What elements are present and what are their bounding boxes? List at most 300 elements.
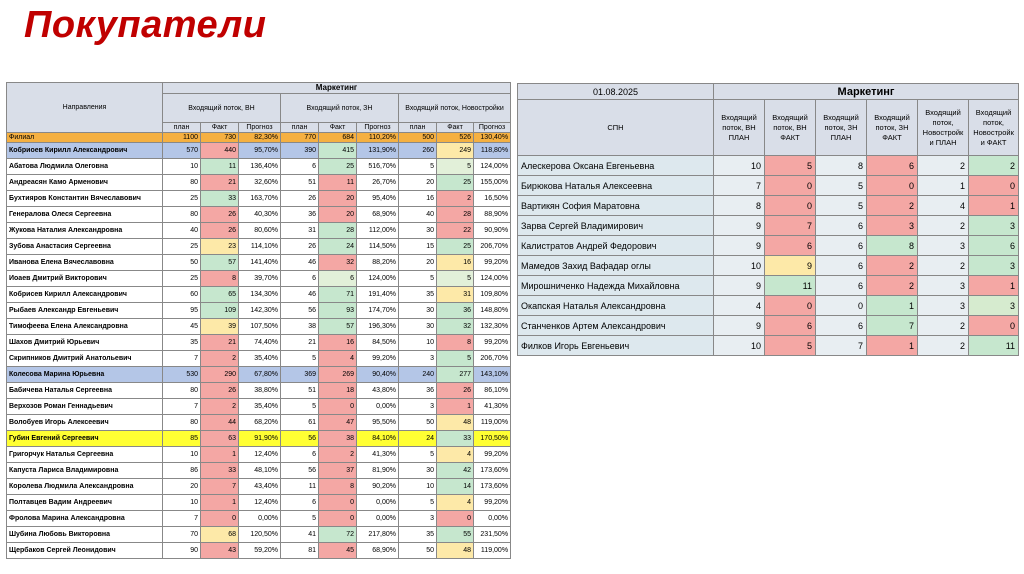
spn-header: СПН <box>518 100 714 156</box>
spn-col-header: Входящий поток, Новостройк и ФАКТ <box>969 100 1019 156</box>
value-cell: 39 <box>201 319 239 335</box>
value-cell: 11 <box>969 336 1019 356</box>
value-cell: 99,20% <box>474 447 511 463</box>
value-cell: 5 <box>437 351 474 367</box>
value-cell: 30 <box>399 463 437 479</box>
table-row <box>7 383 511 399</box>
value-cell: 120,50% <box>239 527 281 543</box>
table-row <box>7 271 511 287</box>
table-row <box>7 335 511 351</box>
value-cell: 5 <box>437 271 474 287</box>
group-header-vn: Входящий поток, ВН <box>163 94 281 123</box>
value-cell: 240 <box>399 367 437 383</box>
value-cell: 1 <box>969 196 1019 216</box>
value-cell: 36 <box>437 303 474 319</box>
value-cell: 10 <box>163 495 201 511</box>
value-cell: 36 <box>399 383 437 399</box>
value-cell: 35 <box>399 527 437 543</box>
value-cell: 40 <box>399 207 437 223</box>
value-cell: 6 <box>319 271 357 287</box>
value-cell: 7 <box>163 511 201 527</box>
value-cell: 25 <box>437 175 474 191</box>
value-cell: 4 <box>319 351 357 367</box>
marketing-header: Маркетинг <box>163 83 511 94</box>
row-name-cell: Бирюкова Наталья Алексеевна <box>518 176 714 196</box>
value-cell: 86 <box>163 463 201 479</box>
value-cell: 10 <box>163 447 201 463</box>
row-name-cell: Рыбаев Александр Евгеньевич <box>7 303 163 319</box>
value-cell: 80 <box>163 383 201 399</box>
value-cell: 7 <box>163 351 201 367</box>
value-cell: 143,10% <box>474 367 511 383</box>
value-cell: 48 <box>437 415 474 431</box>
value-cell: 99,20% <box>357 351 399 367</box>
value-cell: 6 <box>816 256 867 276</box>
value-cell: 2 <box>201 351 239 367</box>
value-cell: 5 <box>399 447 437 463</box>
table-row <box>7 133 511 143</box>
table-row <box>7 431 511 447</box>
value-cell: 5 <box>816 196 867 216</box>
value-cell: 4 <box>918 196 969 216</box>
value-cell: 74,40% <box>239 335 281 351</box>
row-name-cell: Бабичева Наталья Сергеевна <box>7 383 163 399</box>
value-cell: 136,40% <box>239 159 281 175</box>
value-cell: 131,90% <box>357 143 399 159</box>
date-header: 01.08.2025 <box>518 84 714 100</box>
value-cell: 0,00% <box>357 399 399 415</box>
value-cell: 30 <box>399 319 437 335</box>
value-cell: 72 <box>319 527 357 543</box>
value-cell: 1 <box>201 495 239 511</box>
row-name-cell: Фролова Марина Александровна <box>7 511 163 527</box>
value-cell: 35 <box>399 287 437 303</box>
value-cell: 6 <box>816 276 867 296</box>
value-cell: 26 <box>201 223 239 239</box>
value-cell: 21 <box>281 335 319 351</box>
table-row <box>7 463 511 479</box>
spn-col-header: Входящий поток, ЗН ПЛАН <box>816 100 867 156</box>
group-header-zn: Входящий поток, ЗН <box>281 94 399 123</box>
value-cell: 25 <box>319 159 357 175</box>
value-cell: 16 <box>437 255 474 271</box>
value-cell: 1 <box>867 336 918 356</box>
value-cell: 7 <box>201 479 239 495</box>
row-name-cell: Алескерова Оксана Евгеньевна <box>518 156 714 176</box>
value-cell: 6 <box>816 236 867 256</box>
value-cell: 91,90% <box>239 431 281 447</box>
value-cell: 5 <box>399 271 437 287</box>
value-cell: 32 <box>437 319 474 335</box>
value-cell: 173,60% <box>474 463 511 479</box>
value-cell: 50 <box>399 415 437 431</box>
value-cell: 526 <box>437 133 474 143</box>
value-cell: 35,40% <box>239 399 281 415</box>
value-cell: 20 <box>399 175 437 191</box>
value-cell: 3 <box>399 399 437 415</box>
value-cell: 174,70% <box>357 303 399 319</box>
value-cell: 3 <box>918 276 969 296</box>
value-cell: 0 <box>319 399 357 415</box>
value-cell: 500 <box>399 133 437 143</box>
value-cell: 82,30% <box>239 133 281 143</box>
value-cell: 6 <box>765 236 816 256</box>
value-cell: 9 <box>765 256 816 276</box>
value-cell: 231,50% <box>474 527 511 543</box>
row-name-cell: Зубова Анастасия Сергеевна <box>7 239 163 255</box>
value-cell: 8 <box>437 335 474 351</box>
value-cell: 85 <box>163 431 201 447</box>
value-cell: 1 <box>437 399 474 415</box>
value-cell: 41 <box>281 527 319 543</box>
value-cell: 3 <box>918 296 969 316</box>
value-cell: 25 <box>437 239 474 255</box>
value-cell: 8 <box>201 271 239 287</box>
value-cell: 80 <box>163 175 201 191</box>
value-cell: 269 <box>319 367 357 383</box>
value-cell: 2 <box>969 156 1019 176</box>
value-cell: 90 <box>163 543 201 559</box>
spn-col-header: Входящий поток, Новостройк и ПЛАН <box>918 100 969 156</box>
value-cell: 5 <box>765 156 816 176</box>
row-name-cell: Шахов Дмитрий Юрьевич <box>7 335 163 351</box>
value-cell: 21 <box>201 175 239 191</box>
value-cell: 6 <box>816 316 867 336</box>
value-cell: 28 <box>437 207 474 223</box>
value-cell: 25 <box>163 271 201 287</box>
value-cell: 43,40% <box>239 479 281 495</box>
value-cell: 6 <box>281 447 319 463</box>
value-cell: 5 <box>437 159 474 175</box>
value-cell: 1 <box>969 276 1019 296</box>
table-row <box>518 216 1019 236</box>
value-cell: 0 <box>437 511 474 527</box>
subcol-header: Факт <box>437 123 474 133</box>
value-cell: 41,30% <box>474 399 511 415</box>
value-cell: 2 <box>918 256 969 276</box>
subcol-header: план <box>399 123 437 133</box>
value-cell: 57 <box>319 319 357 335</box>
row-name-cell: Зарва Сергей Владимирович <box>518 216 714 236</box>
value-cell: 249 <box>437 143 474 159</box>
value-cell: 191,40% <box>357 287 399 303</box>
value-cell: 20 <box>319 207 357 223</box>
value-cell: 118,80% <box>474 143 511 159</box>
value-cell: 0 <box>765 196 816 216</box>
value-cell: 22 <box>437 223 474 239</box>
value-cell: 142,30% <box>239 303 281 319</box>
row-name-cell: Окапская Наталья Александровна <box>518 296 714 316</box>
value-cell: 10 <box>163 159 201 175</box>
value-cell: 9 <box>714 316 765 336</box>
value-cell: 0 <box>319 511 357 527</box>
buyers-plan-fact-table <box>6 82 511 559</box>
value-cell: 16 <box>399 191 437 207</box>
value-cell: 26 <box>281 191 319 207</box>
value-cell: 90,90% <box>474 223 511 239</box>
value-cell: 23 <box>201 239 239 255</box>
value-cell: 65 <box>201 287 239 303</box>
value-cell: 2 <box>918 336 969 356</box>
value-cell: 55 <box>437 527 474 543</box>
value-cell: 8 <box>319 479 357 495</box>
value-cell: 25 <box>163 191 201 207</box>
value-cell: 8 <box>816 156 867 176</box>
value-cell: 26 <box>437 383 474 399</box>
value-cell: 390 <box>281 143 319 159</box>
value-cell: 40,30% <box>239 207 281 223</box>
value-cell: 7 <box>714 176 765 196</box>
value-cell: 0 <box>765 296 816 316</box>
value-cell: 48,10% <box>239 463 281 479</box>
value-cell: 67,80% <box>239 367 281 383</box>
value-cell: 33 <box>201 191 239 207</box>
row-name-cell: Филков Игорь Евгеньевич <box>518 336 714 356</box>
value-cell: 206,70% <box>474 351 511 367</box>
value-cell: 12,40% <box>239 495 281 511</box>
value-cell: 39,70% <box>239 271 281 287</box>
table-row <box>518 236 1019 256</box>
table-row <box>518 156 1019 176</box>
spn-col-header: Входящий поток, ЗН ФАКТ <box>867 100 918 156</box>
value-cell: 530 <box>163 367 201 383</box>
value-cell: 57 <box>201 255 239 271</box>
value-cell: 26 <box>201 383 239 399</box>
value-cell: 86,10% <box>474 383 511 399</box>
table-row <box>7 223 511 239</box>
value-cell: 5 <box>281 399 319 415</box>
value-cell: 45 <box>319 543 357 559</box>
subcol-header: Прогноз <box>239 123 281 133</box>
value-cell: 4 <box>714 296 765 316</box>
value-cell: 3 <box>918 236 969 256</box>
value-cell: 277 <box>437 367 474 383</box>
value-cell: 1 <box>201 447 239 463</box>
table-row <box>7 143 511 159</box>
value-cell: 14 <box>437 479 474 495</box>
value-cell: 84,10% <box>357 431 399 447</box>
value-cell: 0,00% <box>239 511 281 527</box>
value-cell: 16 <box>319 335 357 351</box>
value-cell: 95,70% <box>239 143 281 159</box>
value-cell: 114,10% <box>239 239 281 255</box>
value-cell: 6 <box>969 236 1019 256</box>
value-cell: 81,90% <box>357 463 399 479</box>
value-cell: 109,80% <box>474 287 511 303</box>
value-cell: 110,20% <box>357 133 399 143</box>
value-cell: 99,20% <box>474 335 511 351</box>
value-cell: 7 <box>765 216 816 236</box>
table-row <box>7 159 511 175</box>
value-cell: 11 <box>765 276 816 296</box>
value-cell: 84,50% <box>357 335 399 351</box>
value-cell: 0 <box>816 296 867 316</box>
value-cell: 95,50% <box>357 415 399 431</box>
value-cell: 2 <box>918 316 969 336</box>
value-cell: 30 <box>399 303 437 319</box>
row-name-cell: Филиал <box>7 133 163 143</box>
spn-plan-fact-table <box>517 83 1019 356</box>
value-cell: 2 <box>437 191 474 207</box>
value-cell: 11 <box>201 159 239 175</box>
row-name-cell: Григорчук Наталья Сергеевна <box>7 447 163 463</box>
value-cell: 2 <box>867 196 918 216</box>
value-cell: 9 <box>714 216 765 236</box>
row-name-cell: Станченков Артем Александрович <box>518 316 714 336</box>
spn-col-header: Входящий поток, ВН ПЛАН <box>714 100 765 156</box>
value-cell: 684 <box>319 133 357 143</box>
value-cell: 2 <box>319 447 357 463</box>
value-cell: 5 <box>399 495 437 511</box>
value-cell: 88,20% <box>357 255 399 271</box>
table-row <box>7 399 511 415</box>
value-cell: 4 <box>437 495 474 511</box>
value-cell: 38 <box>281 319 319 335</box>
value-cell: 33 <box>437 431 474 447</box>
value-cell: 516,70% <box>357 159 399 175</box>
value-cell: 148,80% <box>474 303 511 319</box>
table-row <box>518 296 1019 316</box>
value-cell: 124,00% <box>474 159 511 175</box>
table-row <box>7 303 511 319</box>
value-cell: 31 <box>281 223 319 239</box>
table-row <box>7 287 511 303</box>
value-cell: 3 <box>399 351 437 367</box>
row-name-cell: Генералова Олеся Сергеевна <box>7 207 163 223</box>
value-cell: 21 <box>201 335 239 351</box>
value-cell: 6 <box>816 216 867 236</box>
value-cell: 48 <box>437 543 474 559</box>
value-cell: 59,20% <box>239 543 281 559</box>
value-cell: 20 <box>399 255 437 271</box>
table-row <box>7 415 511 431</box>
row-name-cell: Шубина Любовь Викторовна <box>7 527 163 543</box>
value-cell: 10 <box>399 479 437 495</box>
table-row <box>518 176 1019 196</box>
value-cell: 71 <box>319 287 357 303</box>
table-row <box>518 276 1019 296</box>
value-cell: 3 <box>399 511 437 527</box>
subcol-header: Факт <box>201 123 239 133</box>
value-cell: 51 <box>281 175 319 191</box>
row-name-cell: Верхозов Роман Геннадьевич <box>7 399 163 415</box>
value-cell: 415 <box>319 143 357 159</box>
value-cell: 155,00% <box>474 175 511 191</box>
table-row <box>7 255 511 271</box>
value-cell: 0 <box>319 495 357 511</box>
value-cell: 124,00% <box>474 271 511 287</box>
value-cell: 35 <box>163 335 201 351</box>
value-cell: 45 <box>163 319 201 335</box>
value-cell: 99,20% <box>474 255 511 271</box>
row-name-cell: Бухтияров Константин Вячеславович <box>7 191 163 207</box>
table-row <box>518 336 1019 356</box>
value-cell: 41,30% <box>357 447 399 463</box>
value-cell: 5 <box>765 336 816 356</box>
value-cell: 260 <box>399 143 437 159</box>
value-cell: 3 <box>867 216 918 236</box>
table-row <box>7 207 511 223</box>
table-row <box>7 511 511 527</box>
value-cell: 10 <box>714 336 765 356</box>
value-cell: 1100 <box>163 133 201 143</box>
value-cell: 61 <box>281 415 319 431</box>
value-cell: 26 <box>201 207 239 223</box>
value-cell: 68,90% <box>357 207 399 223</box>
value-cell: 124,00% <box>357 271 399 287</box>
row-name-cell: Андреасян Камо Арменович <box>7 175 163 191</box>
value-cell: 173,60% <box>474 479 511 495</box>
row-name-cell: Щербаков Сергей Леонидович <box>7 543 163 559</box>
table-row <box>7 191 511 207</box>
value-cell: 5 <box>399 159 437 175</box>
value-cell: 46 <box>281 287 319 303</box>
value-cell: 119,00% <box>474 415 511 431</box>
row-name-cell: Кобриоев Кирилл Александрович <box>7 143 163 159</box>
value-cell: 24 <box>319 239 357 255</box>
value-cell: 1 <box>867 296 918 316</box>
value-cell: 44 <box>201 415 239 431</box>
value-cell: 70 <box>163 527 201 543</box>
value-cell: 2 <box>201 399 239 415</box>
value-cell: 109 <box>201 303 239 319</box>
value-cell: 18 <box>319 383 357 399</box>
value-cell: 35,40% <box>239 351 281 367</box>
value-cell: 5 <box>281 511 319 527</box>
table-row <box>7 447 511 463</box>
value-cell: 26,70% <box>357 175 399 191</box>
value-cell: 43 <box>201 543 239 559</box>
value-cell: 60 <box>163 287 201 303</box>
value-cell: 2 <box>867 256 918 276</box>
directions-header: Направления <box>7 83 163 133</box>
value-cell: 37 <box>319 463 357 479</box>
row-name-cell: Вартикян София Маратовна <box>518 196 714 216</box>
value-cell: 8 <box>714 196 765 216</box>
table-row <box>7 479 511 495</box>
value-cell: 10 <box>399 335 437 351</box>
value-cell: 26 <box>281 239 319 255</box>
value-cell: 0,00% <box>357 511 399 527</box>
value-cell: 7 <box>163 399 201 415</box>
value-cell: 31 <box>437 287 474 303</box>
value-cell: 5 <box>816 176 867 196</box>
value-cell: 0 <box>969 316 1019 336</box>
value-cell: 770 <box>281 133 319 143</box>
row-name-cell: Губин Евгений Сергеевич <box>7 431 163 447</box>
value-cell: 107,50% <box>239 319 281 335</box>
row-name-cell: Калистратов Андрей Федорович <box>518 236 714 256</box>
value-cell: 20 <box>319 191 357 207</box>
value-cell: 11 <box>281 479 319 495</box>
value-cell: 40 <box>163 223 201 239</box>
value-cell: 9 <box>714 276 765 296</box>
value-cell: 15 <box>399 239 437 255</box>
value-cell: 24 <box>399 431 437 447</box>
table-row <box>7 175 511 191</box>
table-row <box>7 527 511 543</box>
value-cell: 90,20% <box>357 479 399 495</box>
row-name-cell: Королева Людмила Александровна <box>7 479 163 495</box>
row-name-cell: Капуста Лариса Владимировна <box>7 463 163 479</box>
row-name-cell: Полтавцев Вадим Андреевич <box>7 495 163 511</box>
value-cell: 80 <box>163 207 201 223</box>
subcol-header: план <box>163 123 201 133</box>
value-cell: 56 <box>281 303 319 319</box>
subcol-header: план <box>281 123 319 133</box>
value-cell: 42 <box>437 463 474 479</box>
value-cell: 141,40% <box>239 255 281 271</box>
